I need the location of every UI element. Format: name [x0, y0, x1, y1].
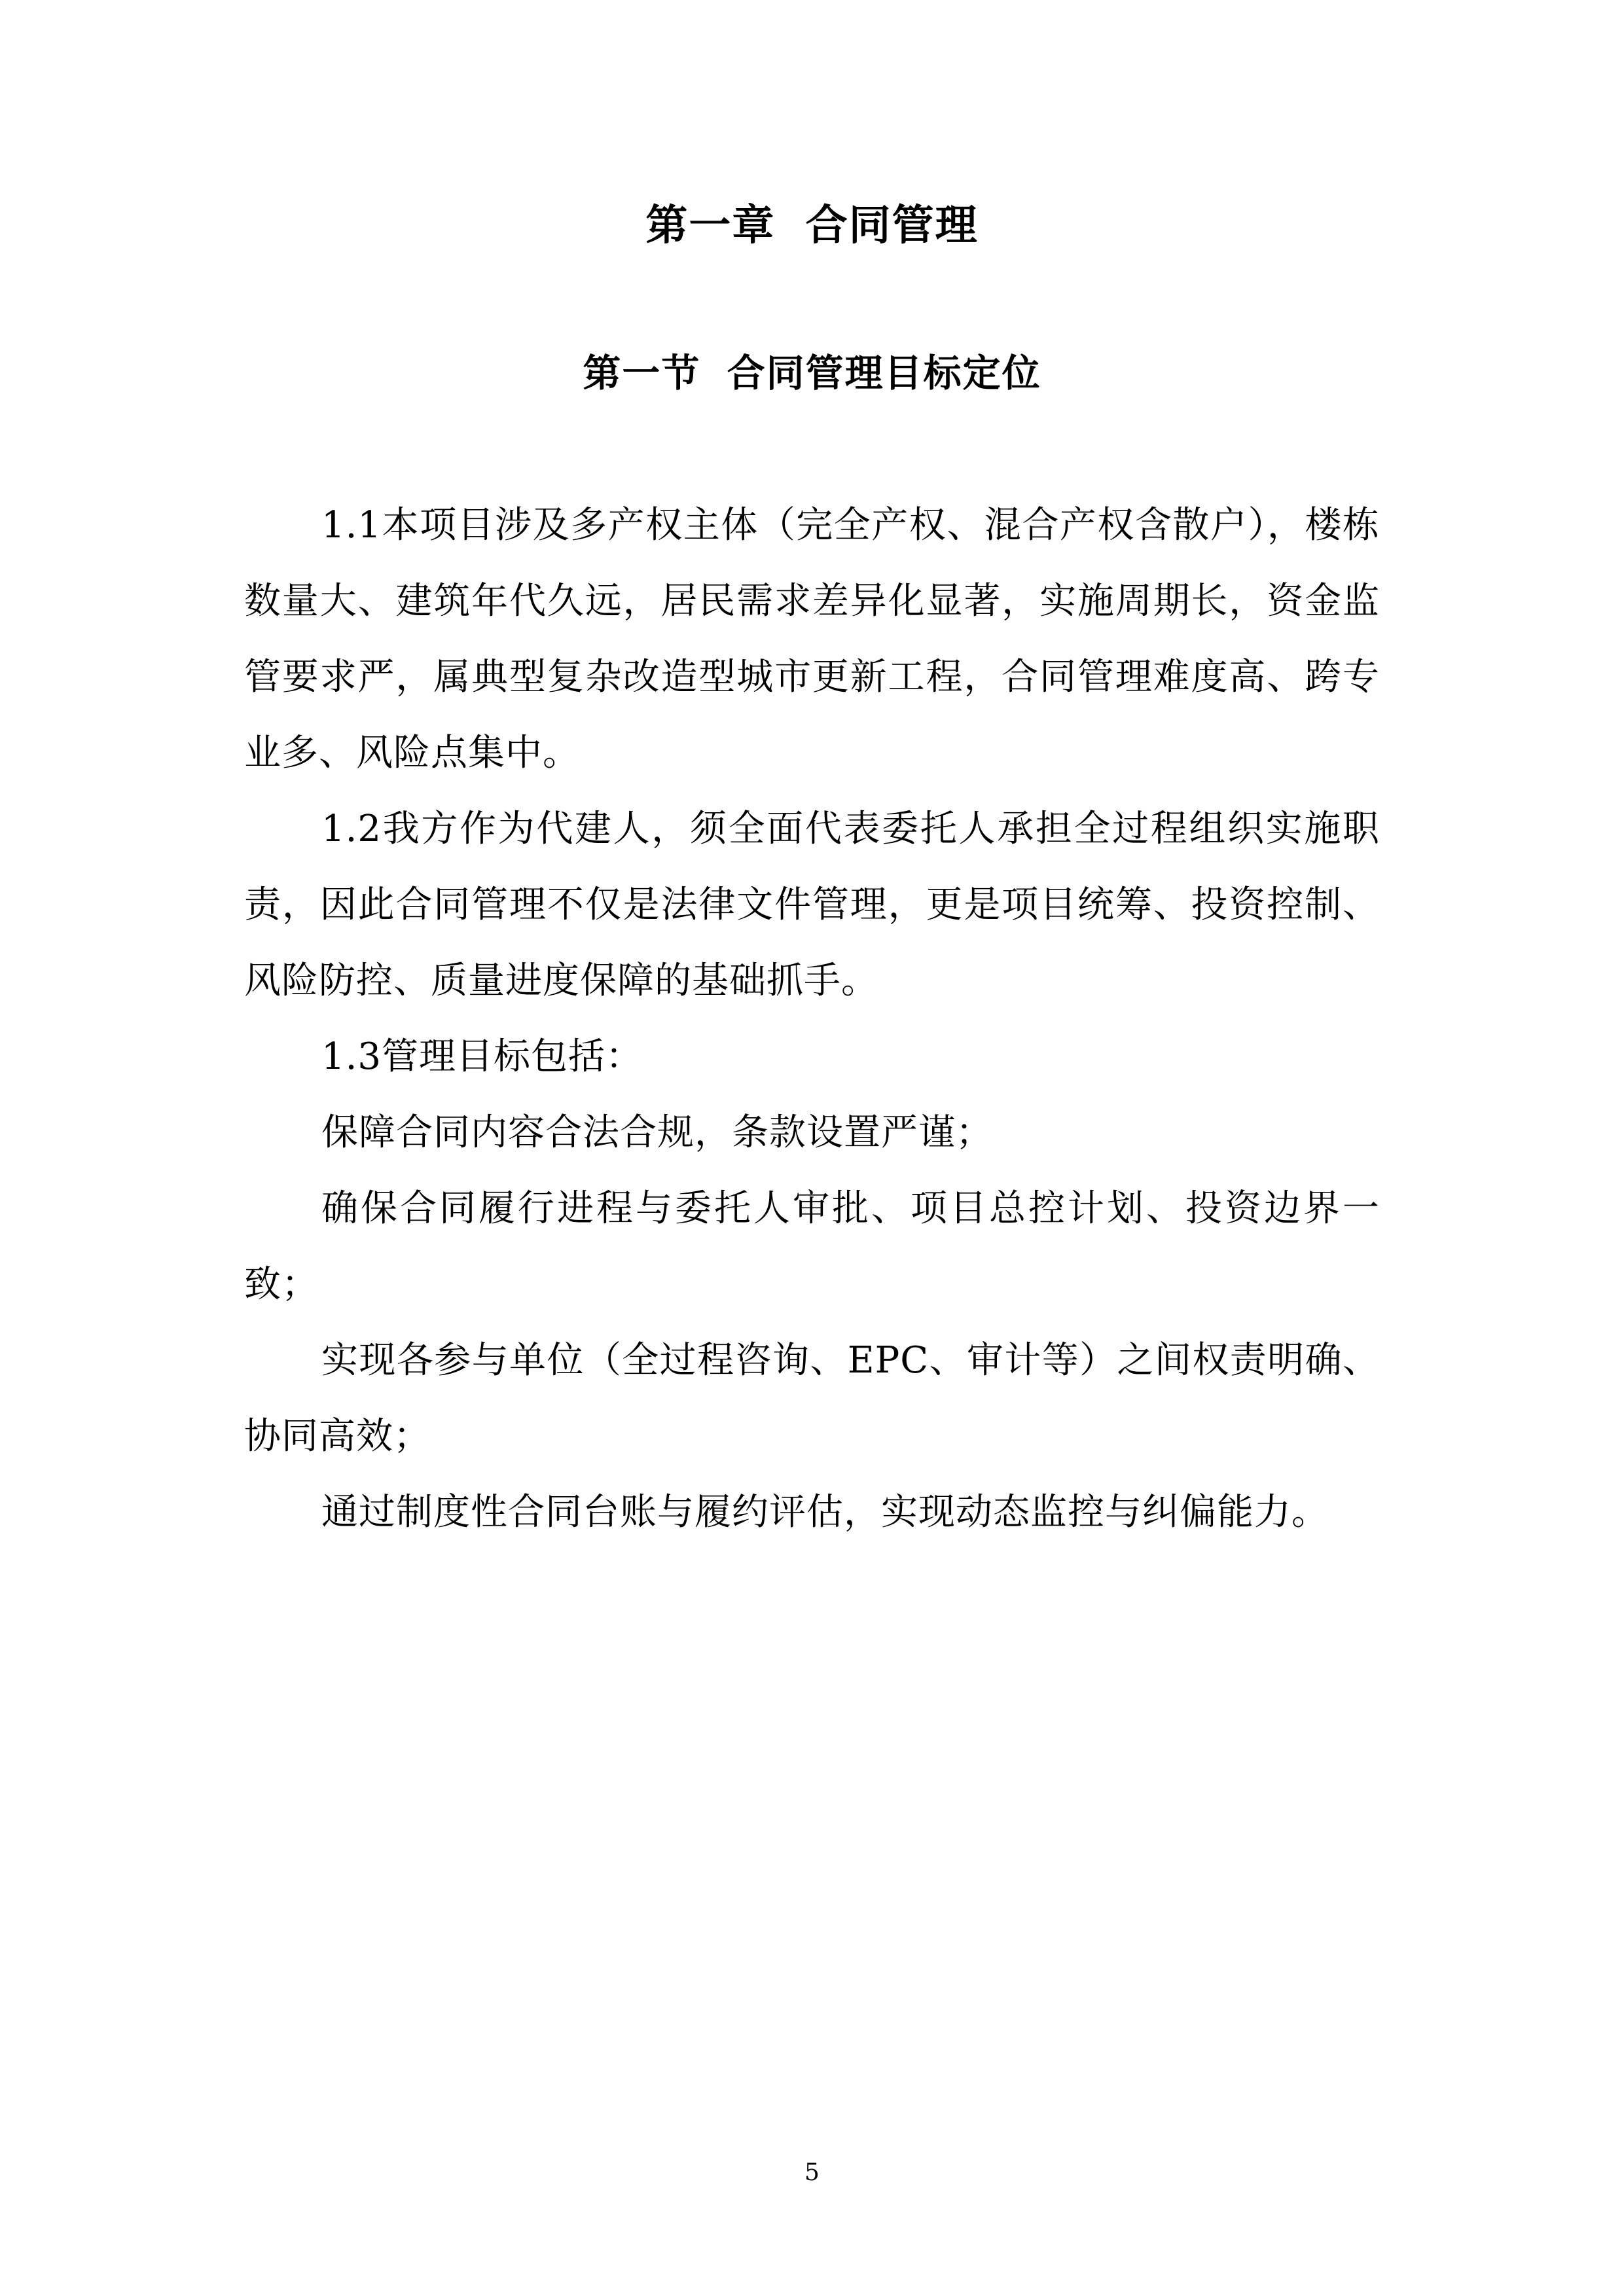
goal-item-monitoring: 通过制度性合同台账与履约评估，实现动态监控与纠偏能力。	[321, 1491, 1329, 1534]
goal-item-compliance: 保障合同内容合法合规，条款设置严谨；	[321, 1111, 993, 1154]
paragraph-1-1: 1.1本项目涉及多产权主体（完全产权、混合产权含散户），楼栋数量大、建筑年代久远，居民需求差异化显著，实施周期长，资金监管要求严，属典型复杂改造型城市更新工程，合同管理难度高、跨专业多、风险点集中。	[244, 504, 1380, 774]
paragraph-1-2: 1.2我方作为代建人，须全面代表委托人承担全过程组织实施职责，因此合同管理不仅是法律文件管理，更是项目统筹、投资控制、风险防控、质量进度保障的基础抓手。	[244, 808, 1380, 1002]
goal-item-consistency: 确保合同履行进程与委托人审批、项目总控计划、投资边界一致；	[244, 1187, 1380, 1306]
paragraph-1-3: 1.3管理目标包括：	[321, 1035, 643, 1078]
chapter-title: 第一章 合同管理	[645, 202, 979, 250]
page-number: 5	[804, 2159, 820, 2186]
document-body	[244, 488, 1380, 1551]
section-title: 第一节 合同管理目标定位	[583, 351, 1041, 395]
goal-item-responsibility: 实现各参与单位（全过程咨询、EPC、审计等）之间权责明确、协同高效；	[244, 1339, 1380, 1458]
